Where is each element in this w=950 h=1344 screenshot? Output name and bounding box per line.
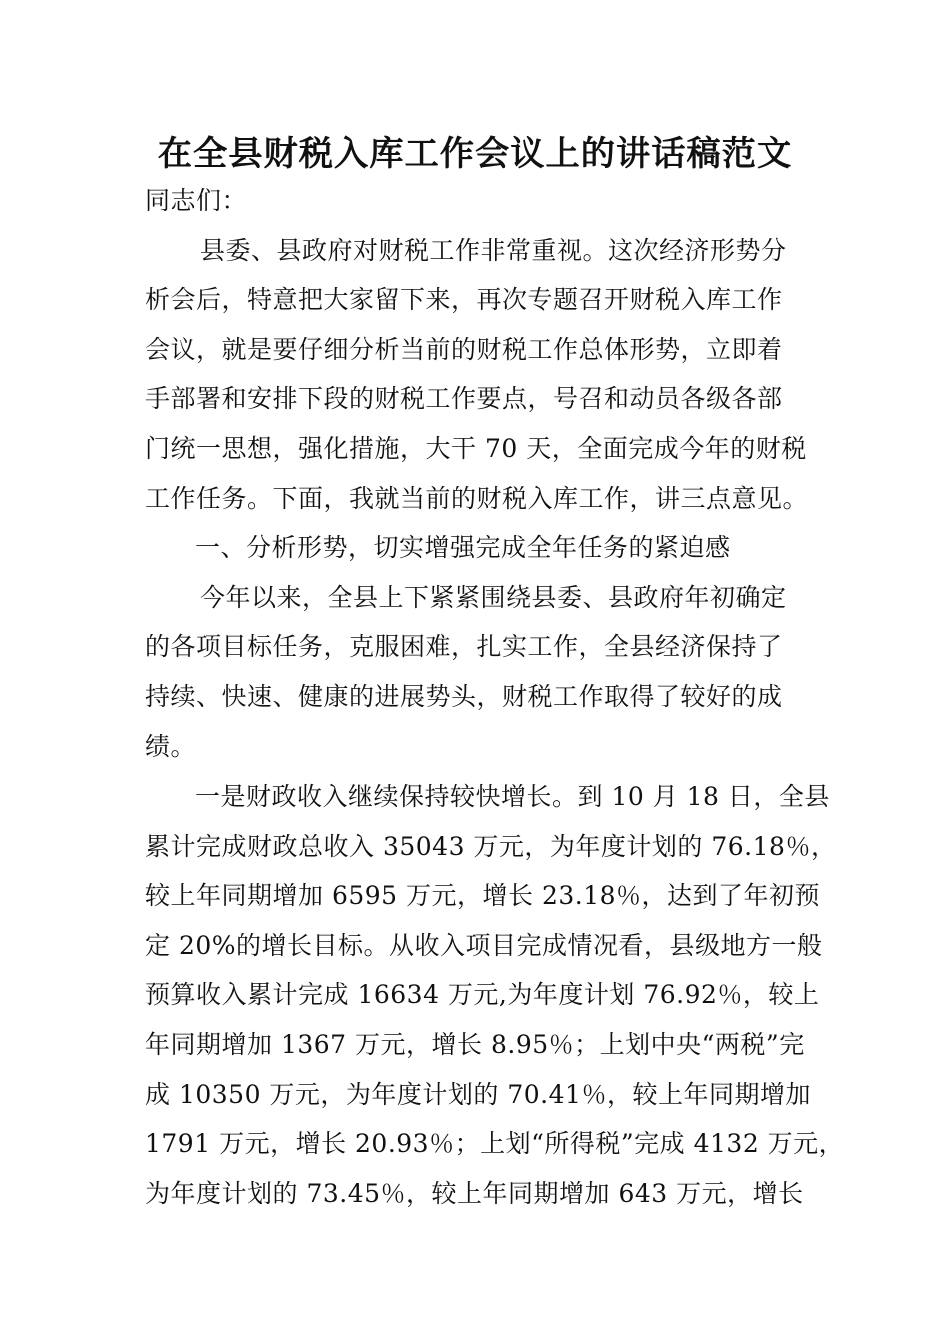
- document-title: 在全县财税入库工作会议上的讲话稿范文: [157, 134, 793, 174]
- text-line: 同志们：: [145, 186, 248, 215]
- text-line: 累计完成财政总收入 35043 万元，为年度计划的 76.18％，: [145, 832, 837, 861]
- text-line: 成 10350 万元，为年度计划的 70.41％，较上年同期增加: [145, 1080, 811, 1109]
- text-line: 工作任务。下面，我就当前的财税入库工作，讲三点意见。: [145, 484, 809, 513]
- text-line: 持续、快速、健康的进展势头，财税工作取得了较好的成: [145, 682, 783, 711]
- text-line: 会议，就是要仔细分析当前的财税工作总体形势，立即着: [145, 335, 783, 364]
- text-line: 为年度计划的 73.45％，较上年同期增加 643 万元，增长: [145, 1179, 804, 1208]
- text-line: 1791 万元，增长 20.93％；上划“所得税”完成 4132 万元，: [145, 1129, 845, 1158]
- text-line: 门统一思想，强化措施，大干 70 天，全面完成今年的财税: [145, 434, 807, 463]
- text-line: 较上年同期增加 6595 万元，增长 23.18％，达到了年初预: [145, 881, 821, 910]
- text-line: 预算收入累计完成 16634 万元,为年度计划 76.92％，较上: [145, 980, 820, 1009]
- text-line: 绩。: [145, 732, 197, 761]
- text-line: 今年以来，全县上下紧紧围绕县委、县政府年初确定: [200, 583, 787, 612]
- section-heading: 一、分析形势，切实增强完成全年任务的紧迫感: [195, 533, 731, 562]
- text-line: 析会后，特意把大家留下来，再次专题召开财税入库工作: [145, 285, 783, 314]
- text-line: 手部署和安排下段的财税工作要点，号召和动员各级各部: [145, 384, 783, 413]
- text-line: 县委、县政府对财税工作非常重视。这次经济形势分: [200, 236, 787, 265]
- text-line: 一是财政收入继续保持较快增长。到 10 月 18 日，全县: [195, 782, 830, 811]
- text-line: 年同期增加 1367 万元，增长 8.95％；上划中央“两税”完: [145, 1030, 805, 1059]
- text-line: 的各项目标任务，克服困难，扎实工作，全县经济保持了: [145, 632, 783, 661]
- text-line: 定 20%的增长目标。从收入项目完成情况看，县级地方一般: [145, 931, 823, 960]
